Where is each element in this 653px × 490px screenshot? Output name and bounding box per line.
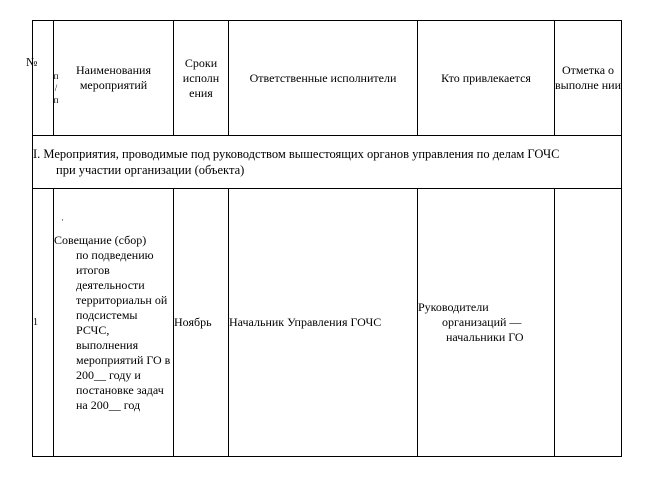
row-responsible: Начальник Управления ГОЧС xyxy=(229,189,418,457)
bullet-marker: · xyxy=(61,215,64,225)
section-title-line2: при участии организации (объекта) xyxy=(56,163,245,177)
header-number-sign: № xyxy=(26,55,38,69)
row-deadline: Ноябрь xyxy=(174,189,229,457)
row-event-name-rest: по подведению итогов деятельности территориальн ой подсистемы РСЧС, выполнения мероприятий ГО в 200__ году и постановке задач на 200__ год xyxy=(76,247,171,412)
section-row xyxy=(33,136,622,189)
header-number xyxy=(26,21,59,136)
row-number: 1 xyxy=(33,189,54,457)
header-number-sub: п / п xyxy=(53,71,59,105)
header-responsible: Ответственные исполнители xyxy=(229,21,418,136)
row-involved: Руководители организаций — начальники ГО xyxy=(418,189,555,457)
row-event-name-lead: Совещание (сбор) xyxy=(54,232,147,247)
row-event-name xyxy=(54,189,174,457)
events-plan-table xyxy=(26,20,622,457)
header-involved: Кто привлекается xyxy=(418,21,555,136)
header-row xyxy=(33,21,622,136)
header-name: Наименования мероприятий xyxy=(54,21,174,136)
section-title-line1: I. Мероприятия, проводимые под руководством вышестоящих органов управления по делам ГОЧС xyxy=(33,147,560,161)
table-row xyxy=(33,189,622,457)
header-deadline: Сроки исполн ения xyxy=(174,21,229,136)
section-title xyxy=(33,136,622,189)
header-mark: Отметка о выполне нии xyxy=(555,21,622,136)
row-mark xyxy=(555,189,622,457)
